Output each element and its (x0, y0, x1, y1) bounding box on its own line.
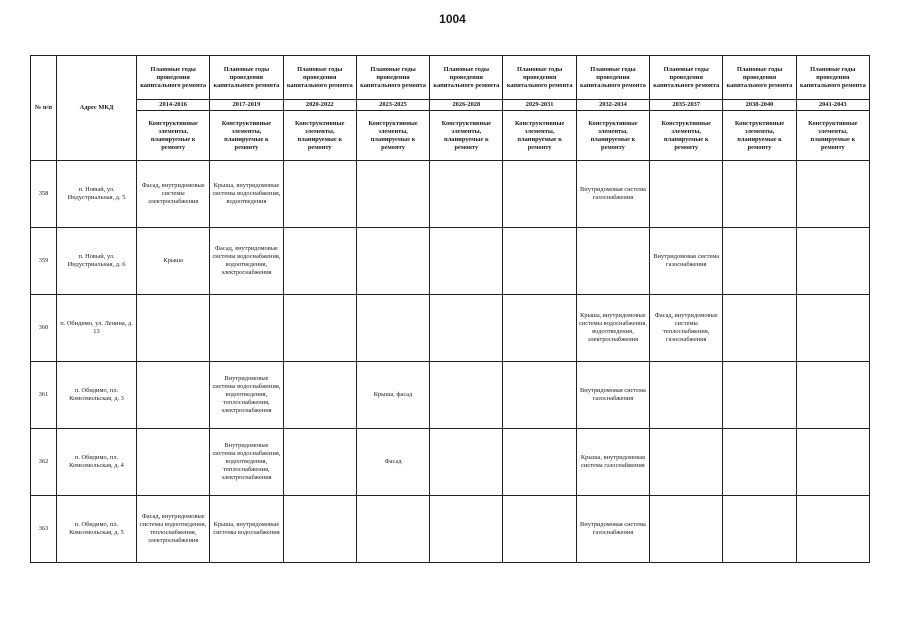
row-number: 363 (31, 496, 57, 563)
header-row-years (31, 100, 870, 111)
col-header-years: 2041-2043 (796, 100, 869, 111)
table-row (31, 295, 870, 362)
row-cell-elements: Фасад, внутридомовые системы теплоснабжения, газоснабжения (650, 295, 723, 362)
header-row-plan (31, 56, 870, 100)
row-cell-elements (503, 228, 576, 295)
col-header-years: 2023-2025 (356, 100, 429, 111)
row-cell-elements (283, 496, 356, 563)
col-header-elements: Конструктивные элементы, планируемые к ремонту (356, 111, 429, 161)
row-cell-elements (503, 496, 576, 563)
table-row (31, 362, 870, 429)
row-cell-elements (650, 161, 723, 228)
row-cell-elements: Фасад (356, 429, 429, 496)
row-cell-elements: Крыша, внутридомовые системы водоснабжения, водоотведения (210, 161, 283, 228)
table-row (31, 429, 870, 496)
row-cell-elements: Внутридомовая система газоснабжения (650, 228, 723, 295)
row-address: п. Новый, ул. Индустриальная, д. 5 (57, 161, 137, 228)
col-header-years: 2035-2037 (650, 100, 723, 111)
col-header-plan: Плановые годы проведения капитального ремонта (283, 56, 356, 100)
row-cell-elements (796, 228, 869, 295)
col-header-elements: Конструктивные элементы, планируемые к ремонту (430, 111, 503, 161)
row-cell-elements (796, 161, 869, 228)
row-cell-elements: Внутридомовые системы водоснабжения, водоотведения, теплоснабжения, электроснабжения (210, 362, 283, 429)
row-cell-elements (650, 429, 723, 496)
row-number: 361 (31, 362, 57, 429)
row-cell-elements (283, 161, 356, 228)
col-header-elements: Конструктивные элементы, планируемые к ремонту (650, 111, 723, 161)
row-address: п. Обидимо, пл. Комсомольская, д. 5 (57, 496, 137, 563)
col-header-plan: Плановые годы проведения капитального ремонта (356, 56, 429, 100)
row-number: 358 (31, 161, 57, 228)
col-header-address: Адрес МКД (57, 56, 137, 161)
col-header-years: 2029-2031 (503, 100, 576, 111)
row-cell-elements (503, 362, 576, 429)
col-header-elements: Конструктивные элементы, планируемые к ремонту (723, 111, 796, 161)
col-header-years: 2017-2019 (210, 100, 283, 111)
col-header-elements: Конструктивные элементы, планируемые к ремонту (576, 111, 649, 161)
col-header-plan: Плановые годы проведения капитального ремонта (430, 56, 503, 100)
row-cell-elements (283, 429, 356, 496)
col-header-years: 2014-2016 (137, 100, 210, 111)
row-number: 362 (31, 429, 57, 496)
col-header-elements: Конструктивные элементы, планируемые к ремонту (283, 111, 356, 161)
col-header-elements: Конструктивные элементы, планируемые к ремонту (796, 111, 869, 161)
row-cell-elements: Фасад, внутридомовые системы водоснабжения, водоотведения, электроснабжения (210, 228, 283, 295)
row-cell-elements (430, 362, 503, 429)
row-address: п. Обидимо, ул. Ленина, д. 13 (57, 295, 137, 362)
row-cell-elements (210, 295, 283, 362)
capital-repair-table (30, 55, 870, 563)
col-header-plan: Плановые годы проведения капитального ремонта (723, 56, 796, 100)
table-row (31, 228, 870, 295)
row-cell-elements (430, 429, 503, 496)
table-row (31, 496, 870, 563)
row-cell-elements (503, 161, 576, 228)
row-cell-elements (356, 295, 429, 362)
row-cell-elements: Фасад, внутридомовые системы электроснабжения (137, 161, 210, 228)
col-header-num: № п/п (31, 56, 57, 161)
table-row (31, 161, 870, 228)
row-cell-elements (430, 228, 503, 295)
col-header-plan: Плановые годы проведения капитального ремонта (210, 56, 283, 100)
row-cell-elements (796, 496, 869, 563)
row-number: 360 (31, 295, 57, 362)
row-cell-elements: Внутридомовая система газоснабжения (576, 161, 649, 228)
row-address: п. Новый, ул. Индустриальная, д. 6 (57, 228, 137, 295)
col-header-plan: Плановые годы проведения капитального ремонта (137, 56, 210, 100)
row-cell-elements (283, 295, 356, 362)
col-header-years: 2026-2028 (430, 100, 503, 111)
col-header-elements: Конструктивные элементы, планируемые к ремонту (210, 111, 283, 161)
row-cell-elements (137, 362, 210, 429)
col-header-elements: Конструктивные элементы, планируемые к ремонту (503, 111, 576, 161)
page-number: 1004 (439, 12, 466, 26)
col-header-plan: Плановые годы проведения капитального ремонта (503, 56, 576, 100)
col-header-plan: Плановые годы проведения капитального ремонта (576, 56, 649, 100)
row-cell-elements (723, 362, 796, 429)
row-cell-elements (796, 429, 869, 496)
row-cell-elements: Крыша, фасад (356, 362, 429, 429)
row-cell-elements (723, 496, 796, 563)
col-header-years: 2032-2034 (576, 100, 649, 111)
col-header-plan: Плановые годы проведения капитального ремонта (650, 56, 723, 100)
row-cell-elements (503, 429, 576, 496)
row-address: п. Обидимо, пл. Комсомольская, д. 4 (57, 429, 137, 496)
row-cell-elements (356, 161, 429, 228)
col-header-years: 2020-2022 (283, 100, 356, 111)
row-cell-elements (283, 228, 356, 295)
row-cell-elements: Крыша, внутридомовые системы водоснабжения, водоотведения, электроснабжения (576, 295, 649, 362)
col-header-plan: Плановые годы проведения капитального ремонта (796, 56, 869, 100)
row-cell-elements (796, 362, 869, 429)
row-cell-elements: Фасад, внутридомовые системы водоотведения, теплоснабжения, электроснабжения (137, 496, 210, 563)
row-cell-elements (283, 362, 356, 429)
row-cell-elements (137, 429, 210, 496)
row-cell-elements (723, 228, 796, 295)
row-cell-elements (430, 161, 503, 228)
col-header-years: 2038-2040 (723, 100, 796, 111)
row-cell-elements (723, 429, 796, 496)
row-cell-elements (430, 496, 503, 563)
row-cell-elements (356, 228, 429, 295)
row-cell-elements (796, 295, 869, 362)
row-address: п. Обидимо, пл. Комсомольская, д. 3 (57, 362, 137, 429)
row-cell-elements: Внутридомовая система газоснабжения (576, 362, 649, 429)
row-cell-elements (576, 228, 649, 295)
row-cell-elements: Крыша, внутридомовые системы водоснабжения (210, 496, 283, 563)
row-cell-elements (723, 161, 796, 228)
row-cell-elements: Крыша, внутридомовая система газоснабжения (576, 429, 649, 496)
row-cell-elements (430, 295, 503, 362)
header-row-elements (31, 111, 870, 161)
row-cell-elements (356, 496, 429, 563)
row-cell-elements (650, 496, 723, 563)
row-cell-elements: Внутридомовые системы водоснабжения, водоотведения, теплоснабжения, электроснабжения (210, 429, 283, 496)
row-cell-elements: Крыша (137, 228, 210, 295)
row-cell-elements: Внутридомовая система газоснабжения (576, 496, 649, 563)
row-cell-elements (137, 295, 210, 362)
col-header-elements: Конструктивные элементы, планируемые к ремонту (137, 111, 210, 161)
row-number: 359 (31, 228, 57, 295)
row-cell-elements (723, 295, 796, 362)
row-cell-elements (650, 362, 723, 429)
row-cell-elements (503, 295, 576, 362)
